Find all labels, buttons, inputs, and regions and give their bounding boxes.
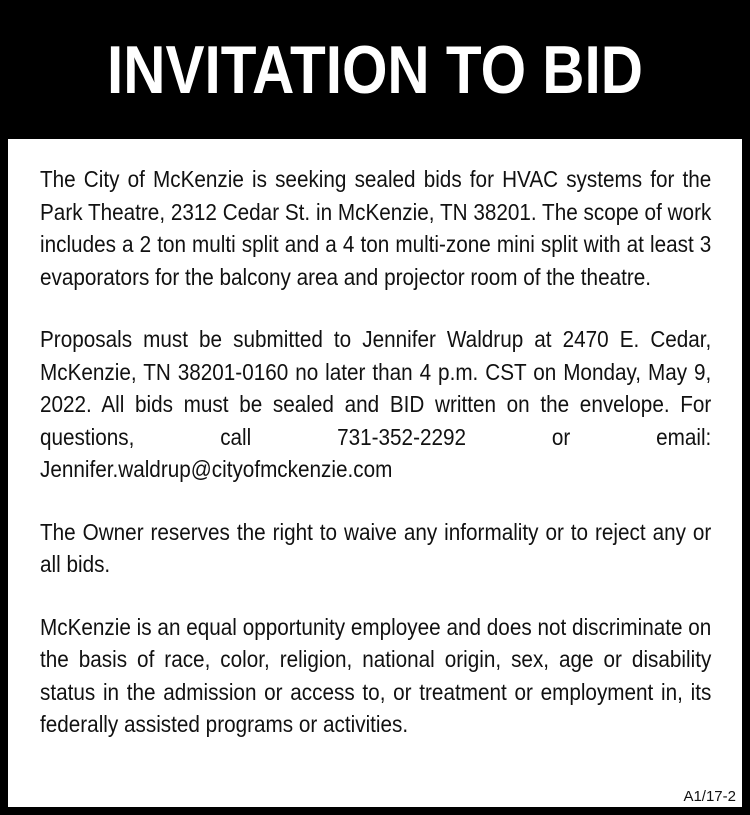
paragraph-submission: Proposals must be submitted to Jennifer Waldrup at 2470 E. Cedar, McKenzie, TN 38201-0160 no later than 4 p.m. CST on Monday, May 9, 2022. All bids must be sealed and BID written on the envelope. For questions, call 731-352-2292 or email: Jennifer.waldrup@cityofmckenzie.com — [40, 326, 712, 482]
ad-title: INVITATION TO BID — [106, 31, 644, 108]
ad-body — [8, 139, 742, 807]
paragraph-scope: The City of McKenzie is seeking sealed bids for HVAC systems for the Park Theatre, 2312 Cedar St. in McKenzie, TN 38201. The scope of work includes a 2 ton multi split and a 4 ton multi-zone mini split with at least 3 evaporators for the balcony area and projector room of the theatre. — [40, 166, 712, 290]
paragraph-rights: The Owner reserves the right to waive any informality or to reject any or all bids. — [40, 518, 712, 577]
paragraph-equal-opportunity: McKenzie is an equal opportunity employee and does not discriminate on the basis of race, color, religion, national origin, sex, age or disability status in the admission or access to, or treatment or employment in, its federally assisted programs or activities. — [40, 613, 712, 737]
ad-reference-code: A1/17-2 — [683, 788, 736, 805]
